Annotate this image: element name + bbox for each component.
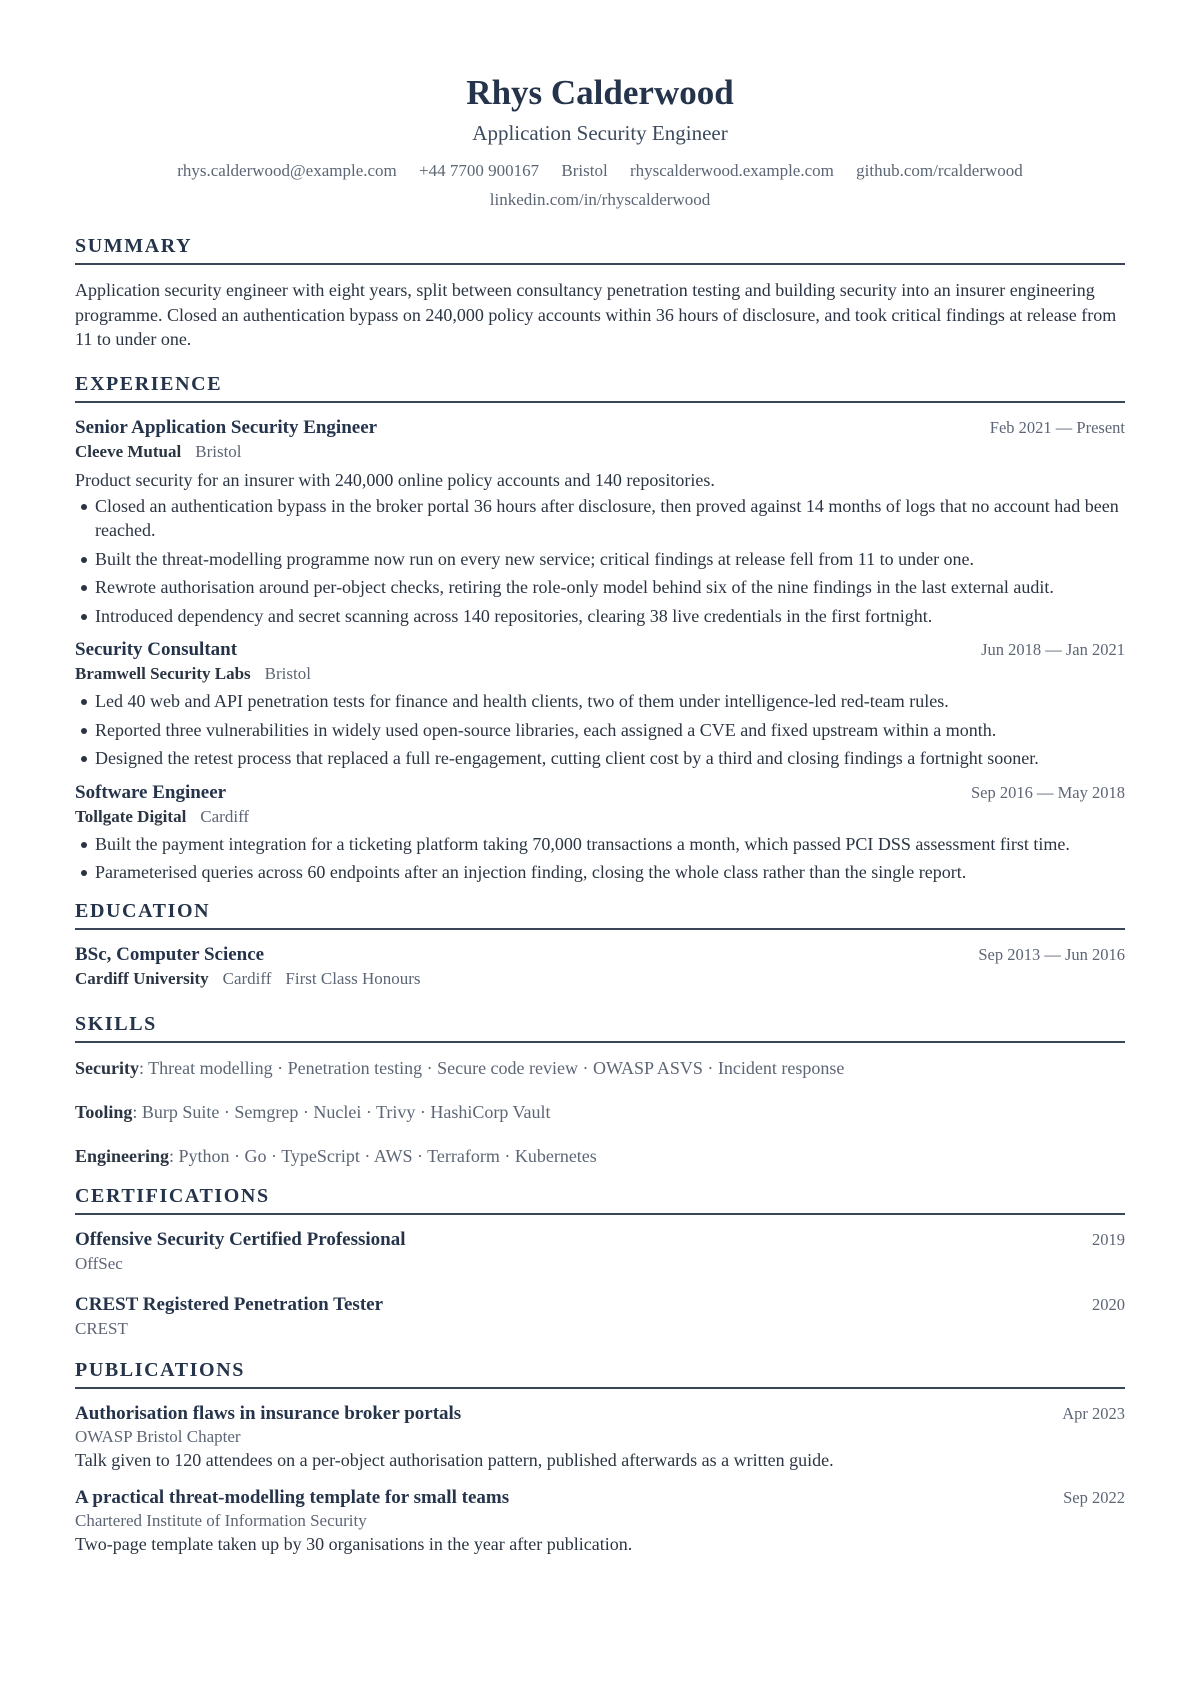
bullet-item: Built the threat-modelling programme now run on every new service; critical findings at release fell from 11 to under one. xyxy=(75,547,1125,572)
job-description: Product security for an insurer with 240,000 online policy accounts and 140 repositories. xyxy=(75,469,715,490)
school-name: Cardiff University xyxy=(75,968,209,988)
summary-heading: SUMMARY xyxy=(75,234,1125,265)
bullet-item: Designed the retest process that replaced a full re-engagement, cutting client cost by a third and closing findings a fortnight sooner. xyxy=(75,746,1125,771)
bullet-item: Rewrote authorisation around per-object checks, retiring the role-only model behind six of the nine findings in the last external audit. xyxy=(75,575,1125,600)
candidate-headline: Application Security Engineer xyxy=(472,121,728,145)
certification-year: 2019 xyxy=(1092,1229,1125,1249)
job-company: Tollgate Digital xyxy=(75,806,187,826)
experience-entry xyxy=(75,416,1125,629)
skill-category: Security xyxy=(75,1057,139,1078)
certification-name: Offensive Security Certified Professional xyxy=(75,1228,406,1250)
job-company: Cleeve Mutual xyxy=(75,441,182,461)
skills-heading: SKILLS xyxy=(75,1012,1125,1043)
publication-title: Authorisation flaws in insurance broker portals xyxy=(75,1402,462,1424)
job-dates: Jun 2018 — Jan 2021 xyxy=(981,640,1125,659)
certification-year: 2020 xyxy=(1092,1294,1125,1314)
skill-category: Tooling xyxy=(75,1101,133,1122)
publication-entry xyxy=(75,1486,1125,1556)
education-section xyxy=(75,899,1125,990)
publication-description: Two-page template taken up by 30 organisations in the year after publication. xyxy=(75,1533,633,1554)
skill-row xyxy=(75,1144,1125,1168)
skill-category: Engineering xyxy=(75,1145,170,1166)
contact-location: Bristol xyxy=(561,161,608,180)
job-role: Security Consultant xyxy=(75,639,238,660)
skill-list: : Burp Suite · Semgrep · Nuclei · Trivy · HashiCorp Vault xyxy=(132,1101,551,1122)
skill-list: : Threat modelling · Penetration testing · Secure code review · OWASP ASVS · Incident response xyxy=(138,1057,845,1078)
skill-row xyxy=(75,1056,1125,1080)
experience-entry xyxy=(75,781,1125,885)
job-dates: Sep 2016 — May 2018 xyxy=(971,782,1125,802)
skills-section xyxy=(75,1012,1125,1168)
bullet-item: Closed an authentication bypass in the broker portal 36 hours after disclosure, then proved against 14 months of logs that no account had been reached. xyxy=(75,494,1125,543)
job-role: Software Engineer xyxy=(75,781,227,803)
publications-section xyxy=(75,1358,1125,1556)
education-dates: Sep 2013 — Jun 2016 xyxy=(978,944,1125,964)
candidate-name: Rhys Calderwood xyxy=(466,73,734,112)
certification-name: CREST Registered Penetration Tester xyxy=(75,1293,384,1315)
publication-venue: OWASP Bristol Chapter xyxy=(75,1426,241,1446)
publication-venue: Chartered Institute of Information Security xyxy=(75,1510,367,1530)
contact-website[interactable]: rhyscalderwood.example.com xyxy=(629,161,834,180)
publication-description: Talk given to 120 attendees on a per-object authorisation pattern, published afterwards as a written guide. xyxy=(75,1449,834,1470)
experience-entry xyxy=(75,638,1125,771)
certification-issuer: OffSec xyxy=(75,1253,123,1273)
certifications-section xyxy=(75,1184,1125,1341)
contact-email[interactable]: rhys.calderwood@example.com xyxy=(177,161,397,180)
job-dates: Feb 2021 — Present xyxy=(989,417,1125,437)
honours: First Class Honours xyxy=(285,968,421,988)
bullet-item: Reported three vulnerabilities in widely used open-source libraries, each assigned a CVE and fixed upstream within a month. xyxy=(75,718,1125,743)
publication-title: A practical threat-modelling template for small teams xyxy=(75,1486,510,1508)
publication-date: Sep 2022 xyxy=(1063,1487,1125,1507)
skill-list: : Python · Go · TypeScript · AWS · Terraform · Kubernetes xyxy=(169,1145,597,1166)
school-location: Cardiff xyxy=(222,968,272,988)
contact-row-1 xyxy=(75,156,1125,185)
publications-heading: PUBLICATIONS xyxy=(75,1358,1125,1389)
bullet-item: Introduced dependency and secret scanning across 140 repositories, clearing 38 live credentials in the first fortnight. xyxy=(75,604,1125,629)
summary-text: Application security engineer with eight years, split between consultancy penetration testing and building security into an insurer engineering programme. Closed an authentication bypass on 240,000 policy accounts within 36 hours of disclosure, and took critical findings at release from 11 to under one. xyxy=(75,280,1117,349)
job-bullets xyxy=(75,494,1125,629)
job-company: Bramwell Security Labs xyxy=(75,664,251,683)
certifications-heading: CERTIFICATIONS xyxy=(75,1184,1125,1215)
bullet-item: Built the payment integration for a ticketing platform taking 70,000 transactions a month, which passed PCI DSS assessment first time. xyxy=(75,832,1125,857)
experience-heading: EXPERIENCE xyxy=(75,372,1125,403)
bullet-item: Parameterised queries across 60 endpoints after an injection finding, closing the whole class rather than the single report. xyxy=(75,860,1125,885)
contact-row-2 xyxy=(75,185,1125,214)
certification-entry xyxy=(75,1293,1125,1341)
job-location: Bristol xyxy=(195,441,242,461)
bullet-item: Led 40 web and API penetration tests for finance and health clients, two of them under intelligence-led red-team rules. xyxy=(75,689,1125,714)
certification-entry xyxy=(75,1228,1125,1276)
job-bullets xyxy=(75,689,1125,771)
experience-section xyxy=(75,372,1125,885)
job-bullets xyxy=(75,832,1125,885)
education-entry xyxy=(75,943,1125,990)
skill-row xyxy=(75,1100,1125,1124)
contact-info xyxy=(75,156,1125,214)
job-location: Bristol xyxy=(264,664,311,683)
contact-linkedin[interactable]: linkedin.com/in/rhyscalderwood xyxy=(489,190,711,209)
job-role: Senior Application Security Engineer xyxy=(75,416,378,438)
job-location: Cardiff xyxy=(200,806,250,826)
contact-phone[interactable]: +44 7700 900167 xyxy=(419,161,540,180)
degree: BSc, Computer Science xyxy=(75,943,265,965)
contact-github[interactable]: github.com/rcalderwood xyxy=(856,161,1023,180)
publication-entry xyxy=(75,1402,1125,1472)
certification-issuer: CREST xyxy=(75,1318,128,1338)
resume-header xyxy=(75,72,1125,214)
education-heading: EDUCATION xyxy=(75,899,1125,930)
publication-date: Apr 2023 xyxy=(1062,1403,1125,1423)
summary-section xyxy=(75,234,1125,352)
